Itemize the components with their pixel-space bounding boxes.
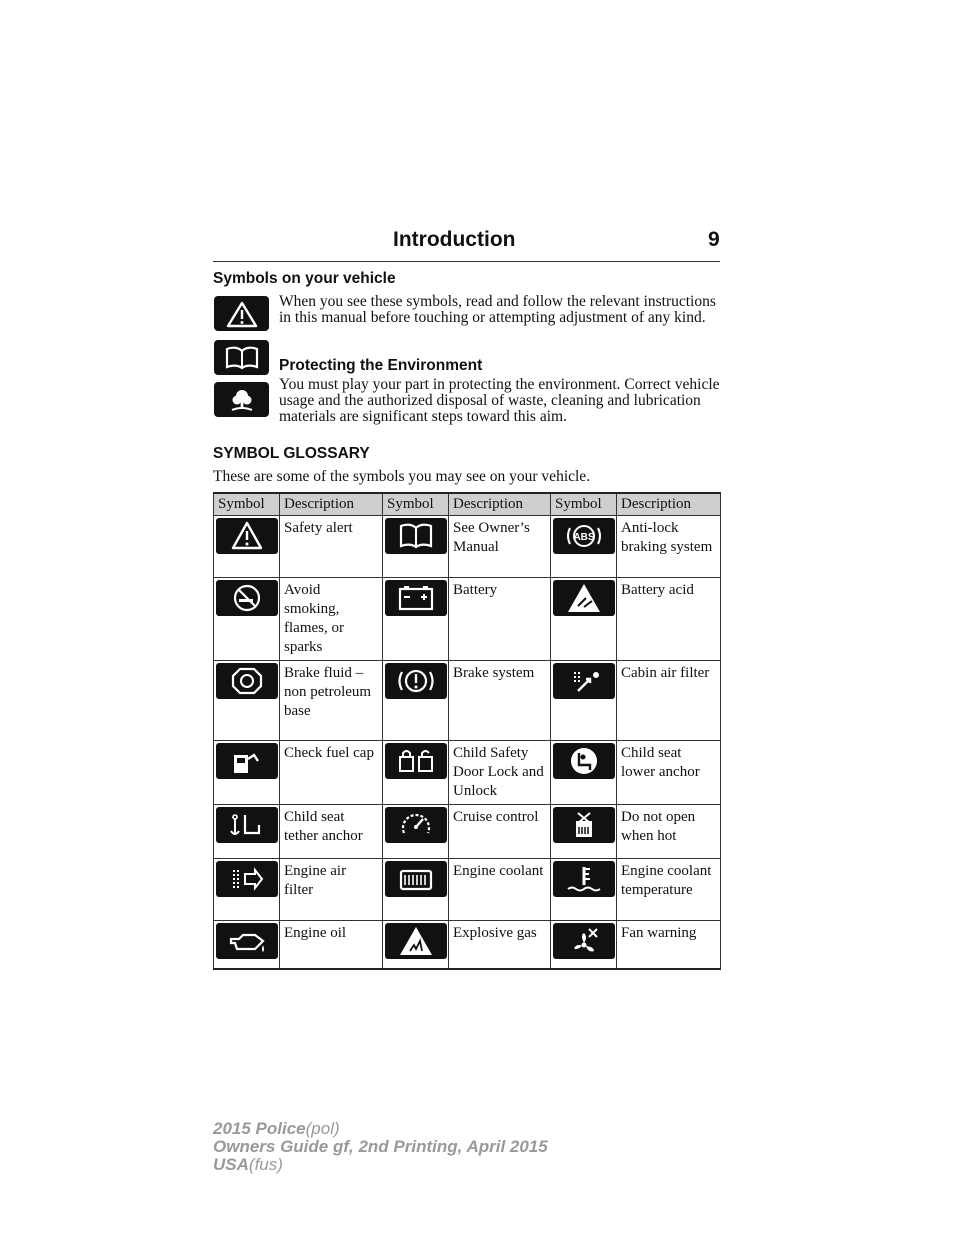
description-cell: Cruise control: [449, 805, 551, 859]
symbol-cell: [551, 661, 617, 741]
child-seat-anchor-icon: [553, 743, 615, 779]
footer-market-code: (fus): [248, 1155, 283, 1174]
warning-triangle-icon: [214, 296, 269, 331]
cruise-control-icon: [385, 807, 447, 843]
symbol-cell: [551, 921, 617, 969]
symbol-cell: [214, 805, 280, 859]
symbol-cell: [214, 859, 280, 921]
symbols-paragraph: When you see these symbols, read and follow the relevant instructions in this manual before touching or attempting adjustment of any kind.: [279, 293, 716, 326]
description-cell: See Owner’s Manual: [449, 516, 551, 578]
description-cell: Engine oil: [280, 921, 383, 969]
engine-air-filter-icon: [216, 861, 278, 897]
symbol-cell: [551, 578, 617, 661]
owners-manual-icon: [214, 340, 269, 375]
column-header-description: Description: [617, 493, 721, 516]
brake-fluid-icon: [216, 663, 278, 699]
column-header-symbol: Symbol: [383, 493, 449, 516]
footer-line-3: [213, 1156, 283, 1173]
header-divider: [213, 261, 720, 262]
symbol-cell: [551, 741, 617, 805]
description-cell: Battery: [449, 578, 551, 661]
description-cell: Avoid smoking, flames, or sparks: [280, 578, 383, 661]
description-cell: Brake system: [449, 661, 551, 741]
svg-text:ABS: ABS: [573, 532, 595, 543]
table-row: [214, 516, 721, 578]
brake-system-icon: [385, 663, 447, 699]
column-header-description: Description: [449, 493, 551, 516]
table-row: [214, 578, 721, 661]
owners-manual-icon: [385, 518, 447, 554]
footer-market: USA: [213, 1155, 249, 1174]
do-not-open-hot-icon: [553, 807, 615, 843]
table-header-row: [214, 493, 721, 516]
symbol-cell: [214, 516, 280, 578]
description-cell: Child seat tether anchor: [280, 805, 383, 859]
child-seat-tether-icon: [216, 807, 278, 843]
description-cell: Cabin air filter: [617, 661, 721, 741]
battery-icon: [385, 580, 447, 616]
symbol-cell: [551, 805, 617, 859]
page-number: 9: [708, 228, 720, 251]
table-row: [214, 741, 721, 805]
description-cell: Engine coolant: [449, 859, 551, 921]
description-cell: Engine coolant temperature: [617, 859, 721, 921]
engine-oil-icon: [216, 923, 278, 959]
symbol-cell: [214, 741, 280, 805]
description-cell: Anti-lock braking system: [617, 516, 721, 578]
description-cell: Battery acid: [617, 578, 721, 661]
coolant-temperature-icon: [553, 861, 615, 897]
symbols-heading: Symbols on your vehicle: [213, 270, 396, 287]
symbol-cell: [383, 661, 449, 741]
table-row: [214, 661, 721, 741]
footer-line-2: Owners Guide gf, 2nd Printing, April 2015: [213, 1137, 548, 1156]
no-smoking-icon: [216, 580, 278, 616]
glossary-heading: SYMBOL GLOSSARY: [213, 445, 370, 462]
symbol-cell: [214, 921, 280, 969]
symbol-cell: [214, 578, 280, 661]
footer-model-code: (pol): [305, 1119, 340, 1138]
footer-line-1: [213, 1120, 340, 1137]
symbol-cell: [383, 578, 449, 661]
column-header-symbol: Symbol: [214, 493, 280, 516]
symbol-glossary-table: [213, 492, 721, 970]
symbol-cell: [551, 859, 617, 921]
explosive-gas-icon: [385, 923, 447, 959]
symbol-cell: [383, 921, 449, 969]
symbol-cell: [551, 516, 617, 578]
description-cell: Engine air filter: [280, 859, 383, 921]
description-cell: Safety alert: [280, 516, 383, 578]
environment-heading: Protecting the Environment: [279, 357, 483, 374]
description-cell: Brake fluid – non petroleum base: [280, 661, 383, 741]
child-door-lock-icon: [385, 743, 447, 779]
engine-coolant-icon: [385, 861, 447, 897]
fuel-cap-icon: [216, 743, 278, 779]
table-row: [214, 859, 721, 921]
symbol-cell: [214, 661, 280, 741]
description-cell: Child Safety Door Lock and Unlock: [449, 741, 551, 805]
fan-warning-icon: [553, 923, 615, 959]
environment-paragraph: You must play your part in protecting the environment. Correct vehicle usage and the authorized disposal of waste, cleaning and lubrication materials are significant steps toward this aim.: [279, 376, 720, 425]
footer-model: 2015 Police: [213, 1119, 306, 1138]
table-row: [214, 921, 721, 969]
description-cell: Child seat lower anchor: [617, 741, 721, 805]
description-cell: Explosive gas: [449, 921, 551, 969]
glossary-intro: These are some of the symbols you may see on your vehicle.: [213, 468, 591, 485]
table-body: [214, 516, 721, 969]
description-cell: Check fuel cap: [280, 741, 383, 805]
tree-environment-icon: [214, 382, 269, 417]
symbol-cell: [383, 805, 449, 859]
description-cell: Do not open when hot: [617, 805, 721, 859]
description-cell: Fan warning: [617, 921, 721, 969]
symbol-cell: [383, 516, 449, 578]
battery-acid-icon: [553, 580, 615, 616]
abs-icon: [553, 518, 615, 554]
table-row: [214, 805, 721, 859]
symbol-cell: [383, 859, 449, 921]
warning-triangle-icon: [216, 518, 278, 554]
symbol-cell: [383, 741, 449, 805]
column-header-symbol: Symbol: [551, 493, 617, 516]
cabin-air-filter-icon: [553, 663, 615, 699]
page-title: Introduction: [393, 228, 516, 251]
column-header-description: Description: [280, 493, 383, 516]
